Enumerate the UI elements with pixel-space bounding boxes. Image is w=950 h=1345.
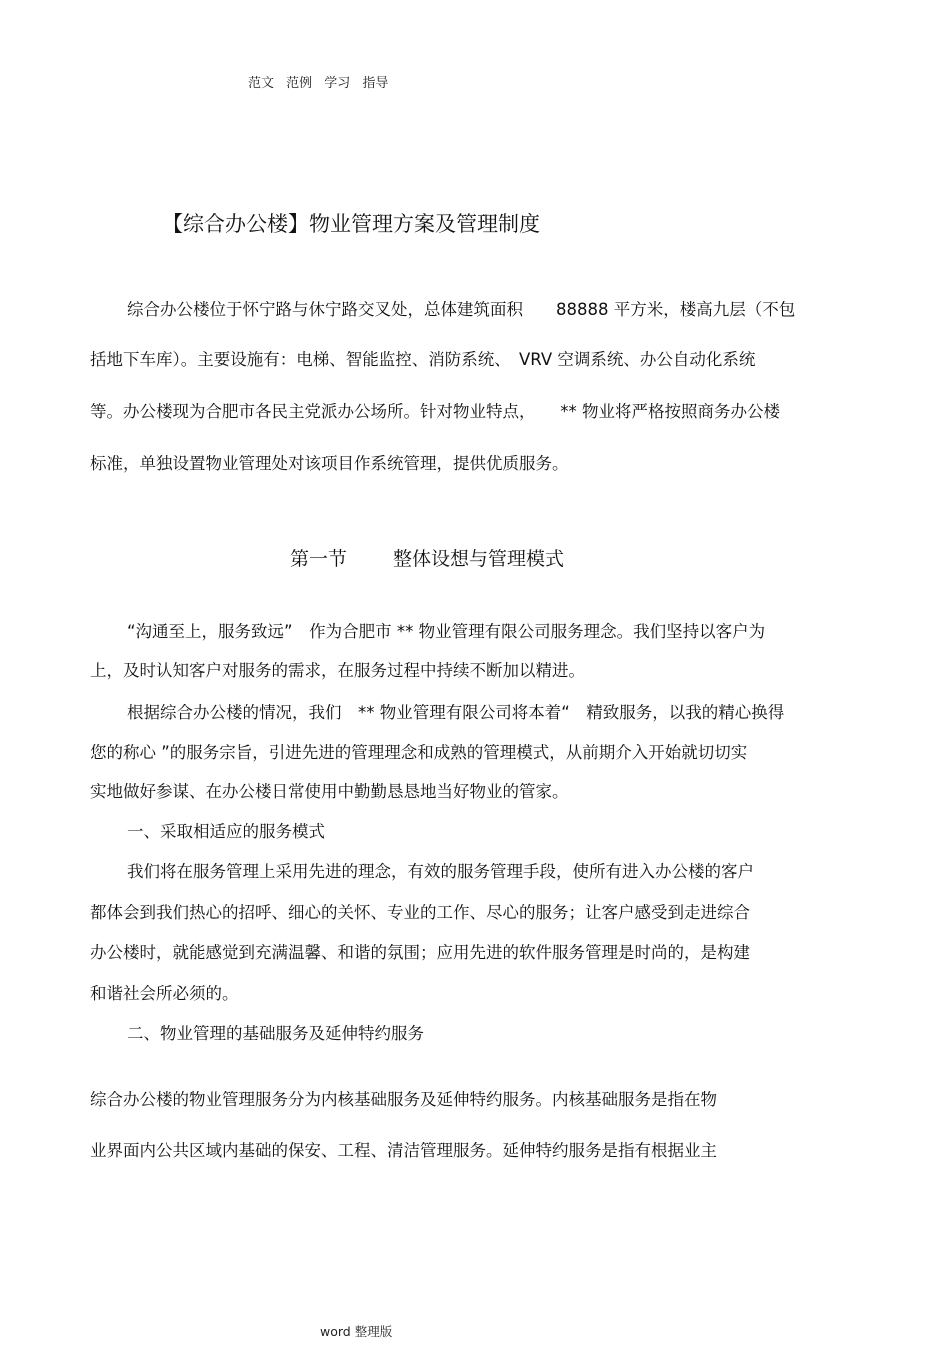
page-header: 范文 范例 学习 指导 bbox=[248, 76, 389, 91]
section-line: “沟通至上，服务致远” 作为合肥市 ** 物业管理有限公司服务理念。我们坚持以客户为 bbox=[127, 622, 766, 641]
intro-line: 等。办公楼现为合肥市各民主党派办公场所。针对物业特点， ** 物业将严格按照商务办公楼 bbox=[90, 402, 780, 421]
page-footer: word 整理版 bbox=[320, 1324, 393, 1339]
tail-line: 综合办公楼的物业管理服务分为内核基础服务及延伸特约服务。内核基础服务是指在物 bbox=[90, 1090, 717, 1109]
section-line: 根据综合办公楼的情况，我们 ** 物业管理有限公司将本着“ 精致服务，以我的精心换得 bbox=[127, 703, 785, 722]
section-line: 和谐社会所必须的。 bbox=[90, 984, 239, 1003]
subsection-heading: 二、物业管理的基础服务及延伸特约服务 bbox=[127, 1024, 424, 1043]
section-line: 上，及时认知客户对服务的需求，在服务过程中持续不断加以精进。 bbox=[90, 661, 585, 680]
subsection-heading: 一、采取相适应的服务模式 bbox=[127, 822, 325, 841]
tail-line: 业界面内公共区域内基础的保安、工程、清洁管理服务。延伸特约服务是指有根据业主 bbox=[90, 1141, 717, 1160]
section-line: 我们将在服务管理上采用先进的理念，有效的服务管理手段，使所有进入办公楼的客户 bbox=[127, 862, 754, 881]
intro-line: 括地下车库）。主要设施有：电梯、智能监控、消防系统、 VRV 空调系统、办公自动化系统 bbox=[90, 350, 756, 369]
section-line: 办公楼时，就能感觉到充满温馨、和谐的氛围；应用先进的软件服务管理是时尚的，是构建 bbox=[90, 943, 750, 962]
document-title: 【综合办公楼】物业管理方案及管理制度 bbox=[162, 212, 540, 236]
section-line: 实地做好参谋、在办公楼日常使用中勤勤恳恳地当好物业的管家。 bbox=[90, 782, 569, 801]
section-line: 您的称心 ”的服务宗旨，引进先进的管理理念和成熟的管理模式，从前期介入开始就切切实 bbox=[90, 743, 748, 762]
section-line: 都体会到我们热心的招呼、细心的关怀、专业的工作、尽心的服务；让客户感受到走进综合 bbox=[90, 903, 750, 922]
intro-line: 综合办公楼位于怀宁路与休宁路交叉处，总体建筑面积 88888 平方米，楼高九层（不包 bbox=[127, 300, 796, 319]
section-title: 第一节 整体设想与管理模式 bbox=[290, 548, 565, 570]
intro-line: 标准，单独设置物业管理处对该项目作系统管理，提供优质服务。 bbox=[90, 454, 569, 473]
